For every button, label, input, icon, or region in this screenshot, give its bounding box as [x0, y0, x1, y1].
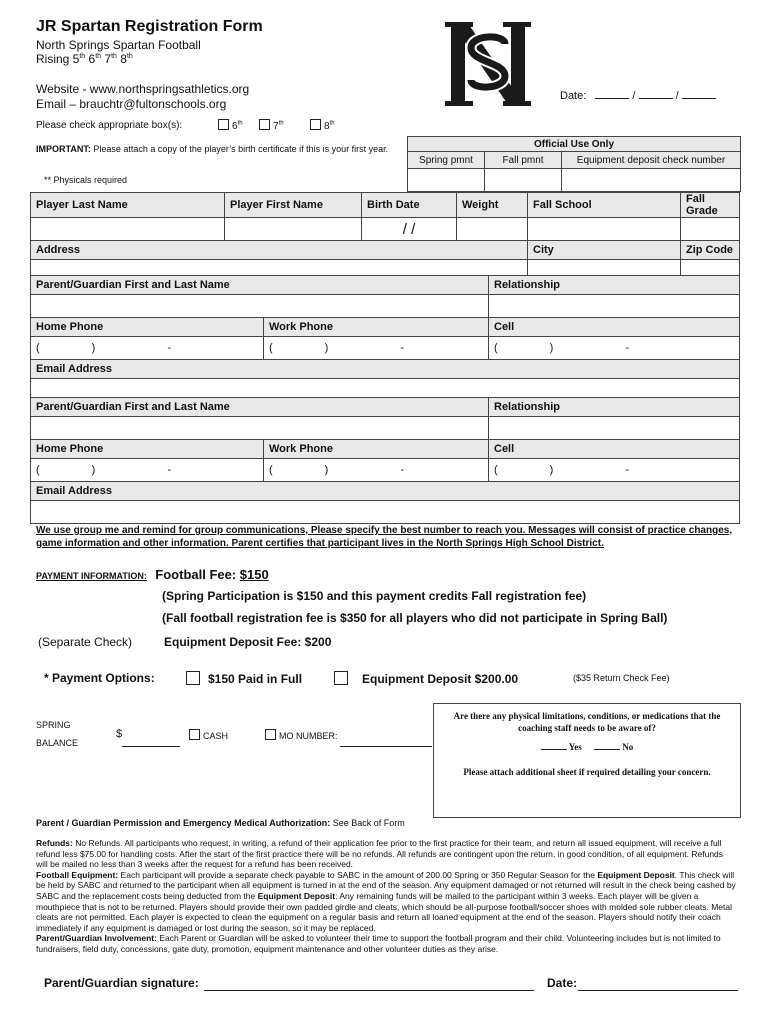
fine-print: Refunds: No Refunds. All participants who request, in writing, a refund of their application fee prior to the first practice for their team, and return all issued equipment, will receive a full refund less $75.00 for handling costs. After the start of the first practice there will be no refunds. All refunds are contingent upon the return, in good condition, of all equipment. Refunds will be mailed no less than 3 weeks after the request for a refund has been received. Football Equipment: Each participant will provide a separate check payable to SABC in the amount of 200.00 Spring or 350 Regular Season for the Equipment Deposit. This check will be held by SABC and returned to the participant when all equipment is turned in at the end of the season. Any equipment damaged or not returned will result in the check being cashed by SABC and the replacement costs being deducted from the Equipment Deposit: Any remaining funds will be mailed to the participant within 3 weeks. Each player will be given a mouthpiece that is not to be returned. Players should provide their own padded girdle and cleats, which should be all-purpose football/soccer shoes with molded sole rubber cleats. Metal cleats are not permitted. Each player is expected to clean the equipment on a regular basis and return all loaned equipment at the end of the season. Players should notify their coach immediately if any equipment is damaged or lost during the season, so it may be replaced. Parent/Guardian Involvement: Each Parent or Guardian will be asked to volunteer their time to support the football program and their child. Volunteering includes but is not limited to fundraisers, field duty, concessions, gate duty, promotion, equipment maintenance and other volunteer duties as they arise. — [36, 838, 736, 954]
group-me-notice: We use group me and remind for group communications, Please specify the best number to reach you. Messages will consist of practice changes, game information and other information. Parent certifies that participant lives in the North Springs High School District. — [36, 525, 733, 549]
official-cell — [562, 169, 741, 192]
city-label: City — [528, 241, 681, 260]
guardian-2-table — [30, 397, 740, 524]
work-phone-label: Work Phone — [264, 440, 489, 459]
player-first-input[interactable] — [225, 218, 362, 241]
address-label: Address — [31, 241, 528, 260]
email-label: Email Address — [31, 360, 740, 379]
weight-label: Weight — [457, 193, 528, 218]
signature-label: Parent/Guardian signature: — [44, 976, 199, 990]
official-cell — [408, 169, 485, 192]
relationship-label: Relationship — [489, 398, 740, 417]
payment-options-label: * Payment Options: — [44, 671, 155, 685]
mo-number-line[interactable] — [340, 746, 432, 747]
form-title: JR Spartan Registration Form — [36, 18, 263, 35]
relationship-input[interactable] — [489, 295, 740, 318]
home-phone-label: Home Phone — [31, 318, 264, 337]
home-phone-input[interactable]: ( ) - — [31, 459, 264, 482]
cell-input[interactable]: ( ) - — [489, 459, 740, 482]
fall-fee-note: (Fall football registration fee is $350 for all players who did not participate in Spring Ball) — [162, 611, 668, 625]
guardian-name-label: Parent/Guardian First and Last Name — [31, 276, 489, 295]
fall-grade-input[interactable] — [681, 218, 740, 241]
home-phone-label: Home Phone — [31, 440, 264, 459]
balance-amount-line — [122, 746, 180, 747]
website-text: Website - www.northspringsathletics.org — [36, 82, 250, 96]
equipment-deposit-fee: Equipment Deposit Fee: $200 — [164, 635, 332, 649]
fall-grade-label: Fall Grade — [681, 193, 740, 218]
official-col-fall: Fall pmnt — [485, 152, 562, 169]
grade-7-checkbox[interactable]: 7th — [259, 119, 284, 132]
separate-check: (Separate Check) — [38, 635, 133, 649]
permission-note: Parent / Guardian Permission and Emergency Medical Authorization: See Back of Form — [36, 818, 405, 828]
fall-school-label: Fall School — [528, 193, 681, 218]
guardian-name-input[interactable] — [31, 417, 489, 440]
rising-grades: Rising 5th 6th 7th 8th — [36, 52, 133, 66]
date-field[interactable]: Date: / / — [560, 90, 716, 102]
work-phone-input[interactable]: ( ) - — [264, 459, 489, 482]
balance-amount-field[interactable]: $ — [116, 728, 123, 740]
school-logo — [445, 18, 531, 110]
official-use-title: Official Use Only — [408, 137, 741, 152]
grade-8-checkbox[interactable]: 8th — [310, 119, 335, 132]
important-note: IMPORTANT: Please attach a copy of the player’s birth certificate if this is your first year. — [36, 144, 389, 154]
zip-label: Zip Code — [681, 241, 740, 260]
player-first-label: Player First Name — [225, 193, 362, 218]
home-phone-input[interactable]: ( ) - — [31, 337, 264, 360]
birth-date-label: Birth Date — [362, 193, 457, 218]
fall-school-input[interactable] — [528, 218, 681, 241]
spring-fee-note: (Spring Participation is $150 and this payment credits Fall registration fee) — [162, 589, 587, 603]
birth-date-input[interactable]: / / — [362, 218, 457, 241]
signature-date-line[interactable] — [578, 990, 738, 991]
official-cell — [485, 169, 562, 192]
relationship-label: Relationship — [489, 276, 740, 295]
physicals-note: ** Physicals required — [44, 175, 128, 185]
guardian-name-input[interactable] — [31, 295, 489, 318]
yes-no-field[interactable]: Yes No — [434, 742, 740, 752]
physical-question: Are there any physical limitations, conditions, or medications that the coaching staff needs to be aware of? — [453, 711, 721, 733]
paid-in-full-option[interactable]: $150 Paid in Full — [186, 671, 302, 686]
equipment-deposit-option[interactable]: Equipment Deposit $200.00 — [334, 671, 518, 686]
physical-limitations-box — [433, 703, 741, 818]
player-last-label: Player Last Name — [31, 193, 225, 218]
weight-input[interactable] — [457, 218, 528, 241]
work-phone-input[interactable]: ( ) - — [264, 337, 489, 360]
player-table — [30, 192, 740, 283]
payment-info: PAYMENT INFORMATION: Football Fee: $150 — [36, 567, 269, 582]
spring-label: SPRING — [36, 720, 71, 730]
return-check-fee: ($35 Return Check Fee) — [573, 673, 670, 683]
attach-sheet-note: Please attach additional sheet if required detailing your concern. — [463, 767, 711, 777]
work-phone-label: Work Phone — [264, 318, 489, 337]
guardian-name-label: Parent/Guardian First and Last Name — [31, 398, 489, 417]
mo-number-checkbox[interactable]: MO NUMBER: — [265, 729, 338, 741]
cash-checkbox[interactable]: CASH — [189, 729, 228, 741]
email-text: Email – brauchtr@fultonschools.org — [36, 97, 227, 111]
balance-label: BALANCE — [36, 738, 79, 748]
email-input[interactable] — [31, 501, 740, 524]
guardian-1-table — [30, 275, 740, 402]
email-label: Email Address — [31, 482, 740, 501]
subtitle: North Springs Spartan Football — [36, 38, 201, 52]
official-col-spring: Spring pmnt — [408, 152, 485, 169]
cell-input[interactable]: ( ) - — [489, 337, 740, 360]
player-last-input[interactable] — [31, 218, 225, 241]
relationship-input[interactable] — [489, 417, 740, 440]
signature-line[interactable] — [204, 990, 534, 991]
check-box-label: Please check appropriate box(s): — [36, 120, 183, 131]
grade-6-checkbox[interactable]: 6th — [218, 119, 243, 132]
signature-date-label: Date: — [547, 976, 578, 990]
official-col-equip: Equipment deposit check number — [562, 152, 741, 169]
cell-label: Cell — [489, 318, 740, 337]
cell-label: Cell — [489, 440, 740, 459]
official-use-table — [407, 136, 741, 192]
